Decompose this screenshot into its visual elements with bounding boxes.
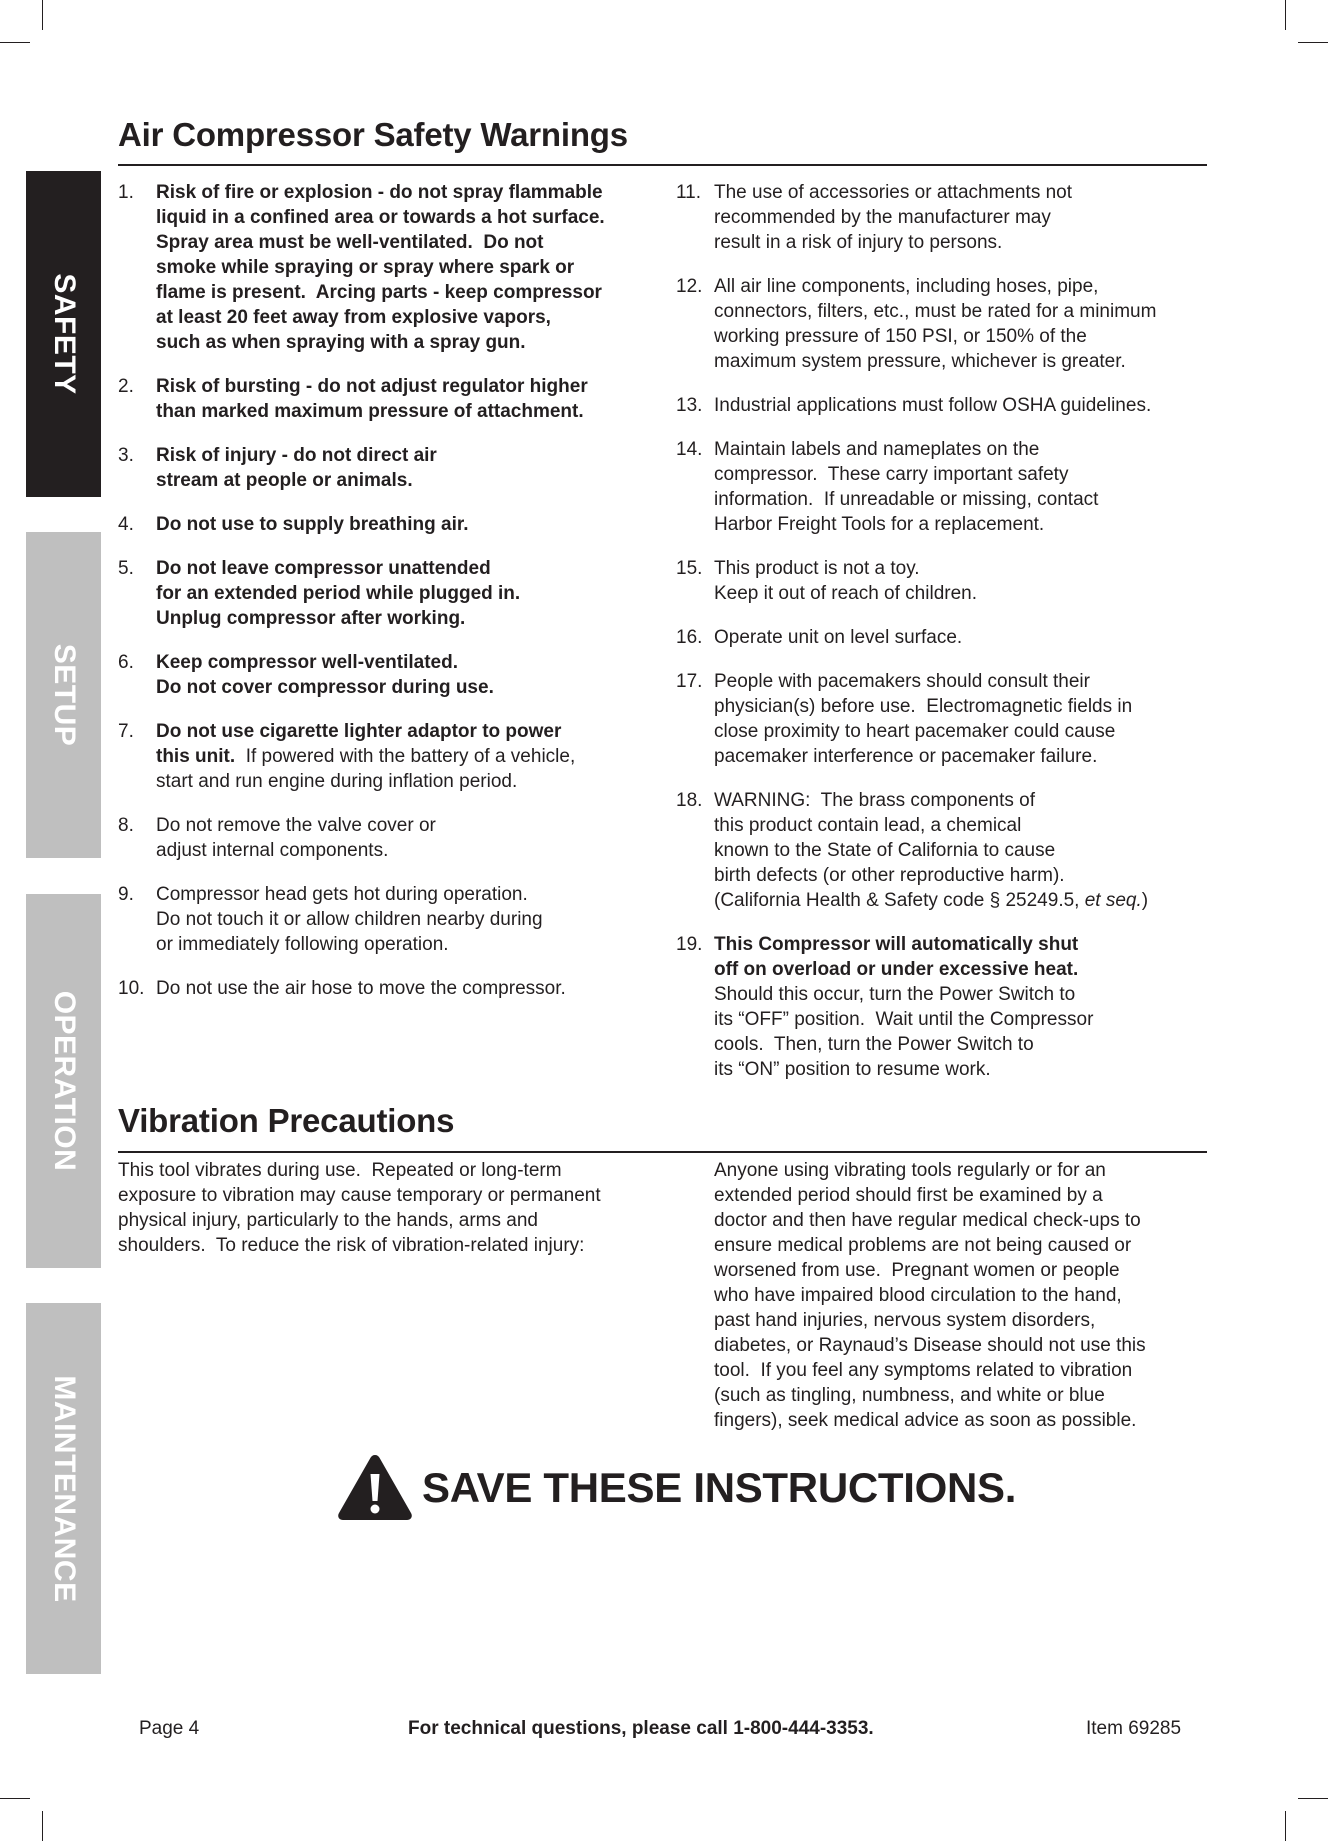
plain-text: WARNING: The brass components of [714, 790, 1036, 811]
list-item [118, 443, 658, 493]
item-number: 11. [676, 182, 702, 203]
bold-text: smoke while spraying or spray where spark or [156, 257, 575, 278]
text-line [714, 487, 1216, 512]
paragraph-line: This tool vibrates during use. Repeated or long-term [118, 1160, 562, 1181]
text-line [714, 957, 1216, 982]
plain-text: Harbor Freight Tools for a replacement. [714, 514, 1045, 535]
item-text [118, 512, 658, 537]
crop-mark [42, 0, 43, 30]
text-line [714, 349, 1216, 374]
item-number: Item 69285 [1086, 1718, 1182, 1739]
paragraph-line: diabetes, or Raynaud’s Disease should not use this [714, 1335, 1146, 1356]
text-line [156, 675, 658, 700]
text-line [156, 606, 658, 631]
tab-maintenance[interactable] [26, 1303, 101, 1674]
item-text [676, 932, 1216, 1082]
plain-text: known to the State of California to cause [714, 840, 1056, 861]
item-text [118, 374, 658, 424]
plain-text: or immediately following operation. [156, 934, 449, 955]
bold-text: flame is present. Arcing parts - keep compressor [156, 282, 602, 303]
plain-text: result in a risk of injury to persons. [714, 232, 1003, 253]
tab-safety[interactable] [26, 171, 101, 497]
bold-text: This Compressor will automatically shut [714, 934, 1079, 955]
text-line [714, 581, 1216, 606]
list-item [118, 374, 658, 424]
text-line [156, 280, 658, 305]
item-number: 2. [118, 376, 134, 397]
text-line [714, 324, 1216, 349]
text-line [714, 719, 1216, 744]
bold-text: for an extended period while plugged in. [156, 583, 521, 604]
text-line [714, 982, 1216, 1007]
bold-text: Unplug compressor after working. [156, 608, 466, 629]
paragraph-line: extended period should first be examined by a [714, 1185, 1103, 1206]
vibration-right-paragraph [714, 1158, 1214, 1433]
text-line [714, 744, 1216, 769]
plain-text: Should this occur, turn the Power Switch to [714, 984, 1076, 1005]
plain-text: maximum system pressure, whichever is greater. [714, 351, 1126, 372]
tab-label: MAINTENANCE [47, 1374, 81, 1603]
text-line [156, 255, 658, 280]
item-number: 12. [676, 276, 703, 297]
text-line [156, 581, 658, 606]
plain-text: Do not use the air hose to move the compressor. [156, 978, 566, 999]
item-text [676, 556, 1216, 606]
text-line [156, 838, 658, 863]
item-number: 10. [118, 978, 145, 999]
text-line [714, 1032, 1216, 1057]
paragraph-line: physical injury, particularly to the hands, arms and [118, 1210, 538, 1231]
plain-text: ) [1141, 890, 1149, 911]
list-item [676, 437, 1216, 537]
item-number: 16. [676, 627, 703, 648]
paragraph-line: shoulders. To reduce the risk of vibration-related injury: [118, 1235, 585, 1256]
item-number: 9. [118, 884, 134, 905]
list-item [118, 882, 658, 957]
bold-text: such as when spraying with a spray gun. [156, 332, 526, 353]
text-line [714, 1057, 1216, 1082]
bold-text: Do not leave compressor unattended [156, 558, 491, 579]
plain-text: information. If unreadable or missing, contact [714, 489, 1099, 510]
text-line [714, 888, 1216, 913]
text-line [156, 744, 658, 769]
item-text [676, 788, 1216, 913]
text-line [156, 932, 658, 957]
tab-operation[interactable] [26, 894, 101, 1268]
list-item [118, 650, 658, 700]
paragraph-line: past hand injuries, nervous system disorders, [714, 1310, 1096, 1331]
text-line [714, 838, 1216, 863]
text-line [714, 230, 1216, 255]
bold-text: Do not cover compressor during use. [156, 677, 494, 698]
text-line [156, 813, 658, 838]
text-line [156, 719, 658, 744]
bold-text: Spray area must be well-ventilated. Do not [156, 232, 544, 253]
tab-label: OPERATION [47, 990, 81, 1172]
text-line [156, 399, 658, 424]
item-number: 4. [118, 514, 134, 535]
save-instructions-banner [336, 1452, 1036, 1530]
plain-text: recommended by the manufacturer may [714, 207, 1051, 228]
plain-text: its “OFF” position. Wait until the Compressor [714, 1009, 1094, 1030]
text-line [156, 769, 658, 794]
text-line [156, 556, 658, 581]
plain-text: physician(s) before use. Electromagnetic fields in [714, 696, 1133, 717]
item-text [118, 443, 658, 493]
text-line [156, 976, 658, 1001]
text-line [156, 374, 658, 399]
item-number: 17. [676, 671, 703, 692]
text-line [156, 230, 658, 255]
text-line [156, 907, 658, 932]
section-title-safety-warnings: Air Compressor Safety Warnings [118, 116, 628, 153]
text-line [714, 180, 1216, 205]
text-line [156, 650, 658, 675]
plain-text: All air line components, including hoses, pipe, [714, 276, 1099, 297]
paragraph-line: Anyone using vibrating tools regularly or for an [714, 1160, 1106, 1181]
item-text [118, 719, 658, 794]
item-text [676, 274, 1216, 374]
plain-text: start and run engine during inflation period. [156, 771, 518, 792]
item-text [118, 976, 658, 1001]
crop-mark [0, 1798, 30, 1799]
item-text [118, 882, 658, 957]
plain-text: connectors, filters, etc., must be rated for a minimum [714, 301, 1157, 322]
text-line [714, 437, 1216, 462]
bold-text: stream at people or animals. [156, 470, 413, 491]
paragraph-line: ensure medical problems are not being caused or [714, 1235, 1132, 1256]
plain-text: close proximity to heart pacemaker could cause [714, 721, 1116, 742]
paragraph-line: who have impaired blood circulation to the hand, [714, 1285, 1122, 1306]
item-number: 8. [118, 815, 134, 836]
plain-text: its “ON” position to resume work. [714, 1059, 991, 1080]
vibration-left-paragraph [118, 1158, 658, 1258]
crop-mark [1298, 42, 1328, 43]
list-item [676, 274, 1216, 374]
plain-text: This product is not a toy. [714, 558, 920, 579]
text-line [714, 205, 1216, 230]
text-line [156, 205, 658, 230]
section-rule [118, 1151, 1207, 1153]
plain-text: compressor. These carry important safety [714, 464, 1069, 485]
plain-text: Industrial applications must follow OSHA guidelines. [714, 395, 1152, 416]
list-item [676, 788, 1216, 913]
plain-text: The use of accessories or attachments not [714, 182, 1073, 203]
save-instructions-text: SAVE THESE INSTRUCTIONS. [422, 1464, 1017, 1511]
item-text [118, 813, 658, 863]
text-line [714, 625, 1216, 650]
text-line [156, 330, 658, 355]
bold-text: Risk of fire or explosion - do not spray flammable [156, 182, 603, 203]
warning-triangle-icon [336, 1452, 414, 1522]
crop-mark [1298, 1798, 1328, 1799]
text-line [714, 556, 1216, 581]
tab-label: SAFETY [47, 273, 81, 395]
text-line [714, 863, 1216, 888]
list-item [118, 813, 658, 863]
plain-text: cools. Then, turn the Power Switch to [714, 1034, 1034, 1055]
list-item [118, 512, 658, 537]
section-rule [118, 164, 1207, 166]
item-number: 15. [676, 558, 703, 579]
text-line [714, 932, 1216, 957]
list-item [676, 393, 1216, 418]
item-number: 1. [118, 182, 134, 203]
plain-text: this product contain lead, a chemical [714, 815, 1022, 836]
item-number: 13. [676, 395, 703, 416]
bold-text: liquid in a confined area or towards a hot surface. [156, 207, 605, 228]
text-line [714, 512, 1216, 537]
bold-text: Do not use to supply breathing air. [156, 514, 469, 535]
crop-mark [1285, 1811, 1286, 1841]
item-text [118, 556, 658, 631]
italic-text: et seq. [1084, 890, 1142, 911]
bold-text: Risk of injury - do not direct air [156, 445, 437, 466]
item-number: 19. [676, 934, 703, 955]
item-number: 18. [676, 790, 703, 811]
plain-text: People with pacemakers should consult their [714, 671, 1090, 692]
tab-label: SETUP [47, 643, 81, 747]
plain-text: birth defects (or other reproductive harm). [714, 865, 1065, 886]
item-text [118, 650, 658, 700]
plain-text: Keep it out of reach of children. [714, 583, 977, 604]
list-item [676, 625, 1216, 650]
text-line [156, 882, 658, 907]
text-line [156, 443, 658, 468]
text-line [156, 468, 658, 493]
bold-text: than marked maximum pressure of attachment. [156, 401, 584, 422]
plain-text: If powered with the battery of a vehicle, [235, 746, 576, 767]
text-line [714, 694, 1216, 719]
item-number: 7. [118, 721, 134, 742]
item-number: 14. [676, 439, 703, 460]
crop-mark [1285, 0, 1286, 30]
paragraph-line: (such as tingling, numbness, and white or blue [714, 1385, 1105, 1406]
warnings-left-column [118, 180, 658, 1020]
bold-text: at least 20 feet away from explosive vapors, [156, 307, 551, 328]
bold-text: Risk of bursting - do not adjust regulator higher [156, 376, 588, 397]
item-number: 6. [118, 652, 134, 673]
item-number: 5. [118, 558, 134, 579]
list-item [118, 556, 658, 631]
bold-text: Do not use cigarette lighter adaptor to power [156, 721, 562, 742]
list-item [118, 719, 658, 794]
technical-questions-line: For technical questions, please call 1-800-444-3353. [408, 1718, 874, 1739]
bold-text: off on overload or under excessive heat. [714, 959, 1079, 980]
plain-text: working pressure of 150 PSI, or 150% of the [714, 326, 1087, 347]
plain-text: Do not remove the valve cover or [156, 815, 436, 836]
text-line [714, 462, 1216, 487]
list-item [676, 932, 1216, 1082]
item-text [676, 625, 1216, 650]
section-title-vibration: Vibration Precautions [118, 1102, 455, 1139]
text-line [714, 788, 1216, 813]
list-item [676, 180, 1216, 255]
paragraph-line: fingers), seek medical advice as soon as possible. [714, 1410, 1137, 1431]
plain-text: Maintain labels and nameplates on the [714, 439, 1040, 460]
plain-text: (California Health & Safety code § 25249.5, [714, 890, 1085, 911]
text-line [714, 274, 1216, 299]
item-text [676, 437, 1216, 537]
tab-setup[interactable] [26, 532, 101, 858]
item-text [118, 180, 658, 355]
list-item [118, 976, 658, 1001]
plain-text: Do not touch it or allow children nearby during [156, 909, 543, 930]
text-line [714, 669, 1216, 694]
crop-mark [42, 1811, 43, 1841]
list-item [118, 180, 658, 355]
item-text [676, 393, 1216, 418]
paragraph-line: tool. If you feel any symptoms related to vibration [714, 1360, 1133, 1381]
text-line [714, 393, 1216, 418]
plain-text: pacemaker interference or pacemaker failure. [714, 746, 1098, 767]
plain-text: Compressor head gets hot during operation. [156, 884, 528, 905]
paragraph-line: worsened from use. Pregnant women or people [714, 1260, 1120, 1281]
paragraph-line: doctor and then have regular medical check-ups to [714, 1210, 1141, 1231]
bold-text: Keep compressor well-ventilated. [156, 652, 458, 673]
text-line [156, 305, 658, 330]
plain-text: Operate unit on level surface. [714, 627, 963, 648]
text-line [714, 1007, 1216, 1032]
bold-text: this unit. [156, 746, 236, 767]
text-line [714, 813, 1216, 838]
paragraph-line: exposure to vibration may cause temporary or permanent [118, 1185, 601, 1206]
list-item [676, 669, 1216, 769]
text-line [714, 299, 1216, 324]
plain-text: adjust internal components. [156, 840, 389, 861]
list-item [676, 556, 1216, 606]
warnings-right-column [676, 180, 1216, 1101]
page-number: Page 4 [139, 1718, 200, 1739]
item-number: 3. [118, 445, 134, 466]
item-text [676, 669, 1216, 769]
crop-mark [0, 42, 30, 43]
text-line [156, 512, 658, 537]
item-text [676, 180, 1216, 255]
text-line [156, 180, 658, 205]
